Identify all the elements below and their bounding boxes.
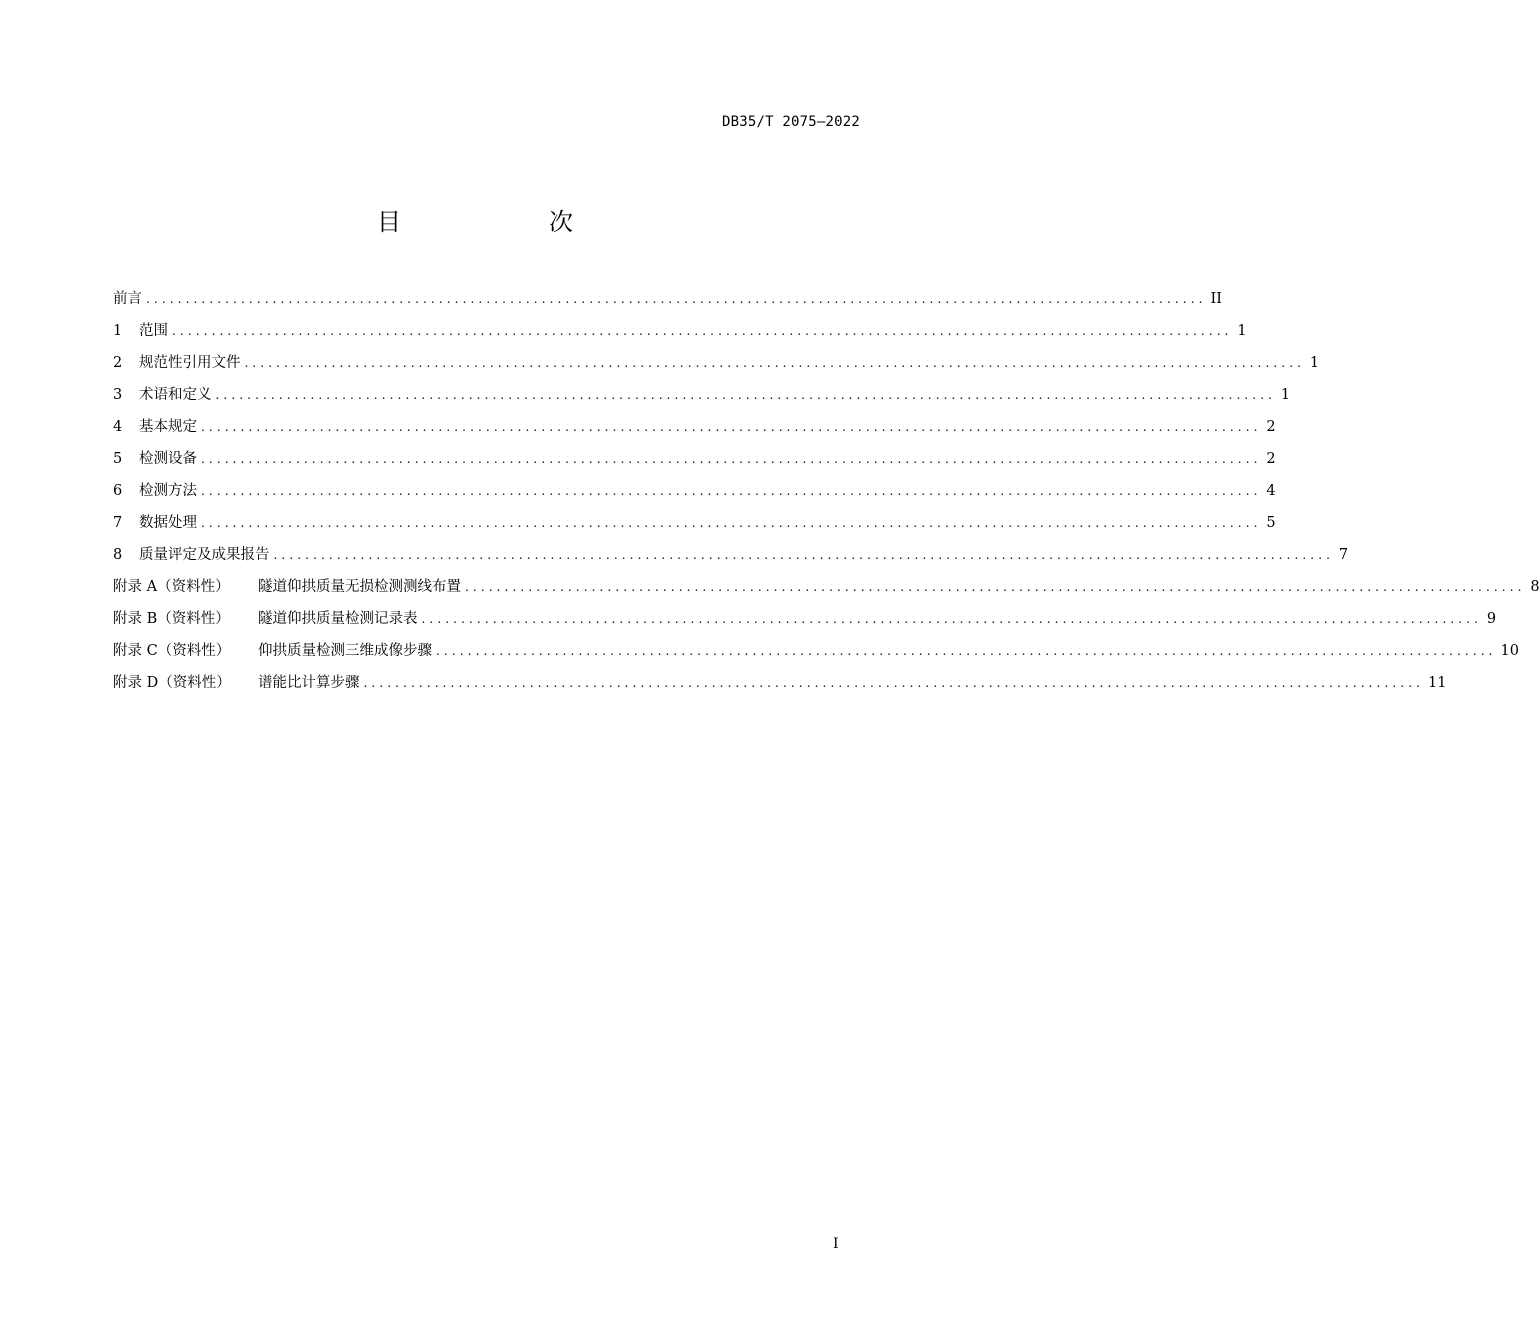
toc-entry-page: 2 — [1266, 451, 1276, 467]
toc-appendix-prefix: 附录 D（资料性） — [113, 675, 231, 691]
toc-leader-dots: ...................................................................................................................................... — [201, 516, 1262, 530]
table-of-contents — [113, 283, 1540, 699]
toc-leader-dots: ...................................................................................................................................... — [465, 580, 1526, 594]
toc-leader-dots: ...................................................................................................................................... — [172, 324, 1233, 338]
toc-entry-page: 10 — [1500, 643, 1519, 659]
toc-leader-dots: ...................................................................................................................................... — [201, 420, 1262, 434]
toc-entry-number: 5 — [113, 451, 123, 467]
toc-entry-page: 1 — [1309, 355, 1320, 371]
toc-leader-dots: ...................................................................................................................................... — [421, 612, 1483, 626]
toc-entry-page: 11 — [1428, 675, 1447, 691]
toc-appendix-prefix: 附录 C（资料性） — [113, 643, 231, 659]
toc-entry-label: 隧道仰拱质量无损检测测线布置 — [258, 579, 461, 595]
toc-leader-dots: ...................................................................................................................................... — [363, 676, 1425, 690]
toc-entry-number: 4 — [113, 419, 123, 435]
toc-entry-page: 8 — [1530, 579, 1540, 595]
toc-entry-label: 仰拱质量检测三维成像步骤 — [258, 643, 432, 659]
toc-entry-number: 8 — [113, 547, 123, 563]
toc-entry-appendix-d[interactable] — [113, 667, 1447, 699]
toc-appendix-prefix: 附录 A（资料性） — [113, 579, 230, 595]
toc-entry-page: II — [1210, 291, 1223, 307]
toc-leader-dots: ...................................................................................................................................... — [215, 388, 1277, 402]
toc-entry-page: 2 — [1266, 419, 1276, 435]
toc-entry-page: 7 — [1338, 547, 1349, 563]
toc-entry-basic-provisions[interactable] — [113, 411, 1276, 443]
toc-entry-page: 5 — [1266, 515, 1276, 531]
toc-entry-page: 9 — [1486, 611, 1497, 627]
toc-entry-number: 6 — [113, 483, 123, 499]
toc-entry-number: 1 — [113, 323, 123, 339]
toc-entry-label: 隧道仰拱质量检测记录表 — [258, 611, 418, 627]
toc-entry-page: 1 — [1280, 387, 1291, 403]
toc-entry-page: 1 — [1237, 323, 1247, 339]
toc-entry-label: 前言 — [113, 291, 142, 307]
toc-entry-normative-references[interactable] — [113, 347, 1320, 379]
toc-entry-number: 2 — [113, 355, 123, 371]
toc-entry-methods[interactable] — [113, 475, 1276, 507]
toc-entry-label: 检测设备 — [139, 451, 197, 467]
toc-entry-number: 3 — [113, 387, 123, 403]
toc-entry-number: 7 — [113, 515, 123, 531]
toc-entry-scope[interactable] — [113, 315, 1247, 347]
toc-entry-label: 基本规定 — [139, 419, 197, 435]
toc-entry-label: 检测方法 — [139, 483, 197, 499]
toc-entry-terms-definitions[interactable] — [113, 379, 1291, 411]
toc-entry-label: 谱能比计算步骤 — [258, 675, 360, 691]
toc-entry-quality-assessment[interactable] — [113, 539, 1349, 571]
toc-entry-appendix-b[interactable] — [113, 603, 1497, 635]
toc-entry-label: 质量评定及成果报告 — [139, 547, 270, 563]
toc-entry-equipment[interactable] — [113, 443, 1276, 475]
toc-entry-label: 数据处理 — [139, 515, 197, 531]
toc-entry-appendix-c[interactable] — [113, 635, 1519, 667]
toc-leader-dots: ...................................................................................................................................... — [436, 644, 1497, 658]
toc-leader-dots: ...................................................................................................................................... — [244, 356, 1306, 370]
standard-code: DB35/T 2075—2022 — [721, 114, 860, 130]
toc-entry-appendix-a[interactable] — [113, 571, 1540, 603]
toc-entry-page: 4 — [1266, 483, 1276, 499]
toc-entry-foreword[interactable] — [113, 283, 1223, 315]
page-title: 目 次 — [377, 208, 635, 236]
toc-entry-label: 范围 — [139, 323, 168, 339]
toc-leader-dots: ...................................................................................................................................... — [273, 548, 1335, 562]
toc-entry-data-processing[interactable] — [113, 507, 1276, 539]
toc-leader-dots: ...................................................................................................................................... — [146, 292, 1207, 306]
toc-leader-dots: ...................................................................................................................................... — [201, 484, 1262, 498]
toc-appendix-prefix: 附录 B（资料性） — [113, 611, 230, 627]
toc-entry-label: 规范性引用文件 — [139, 355, 241, 371]
toc-leader-dots: ...................................................................................................................................... — [201, 452, 1262, 466]
toc-entry-label: 术语和定义 — [139, 387, 212, 403]
page-number: I — [833, 1236, 839, 1252]
